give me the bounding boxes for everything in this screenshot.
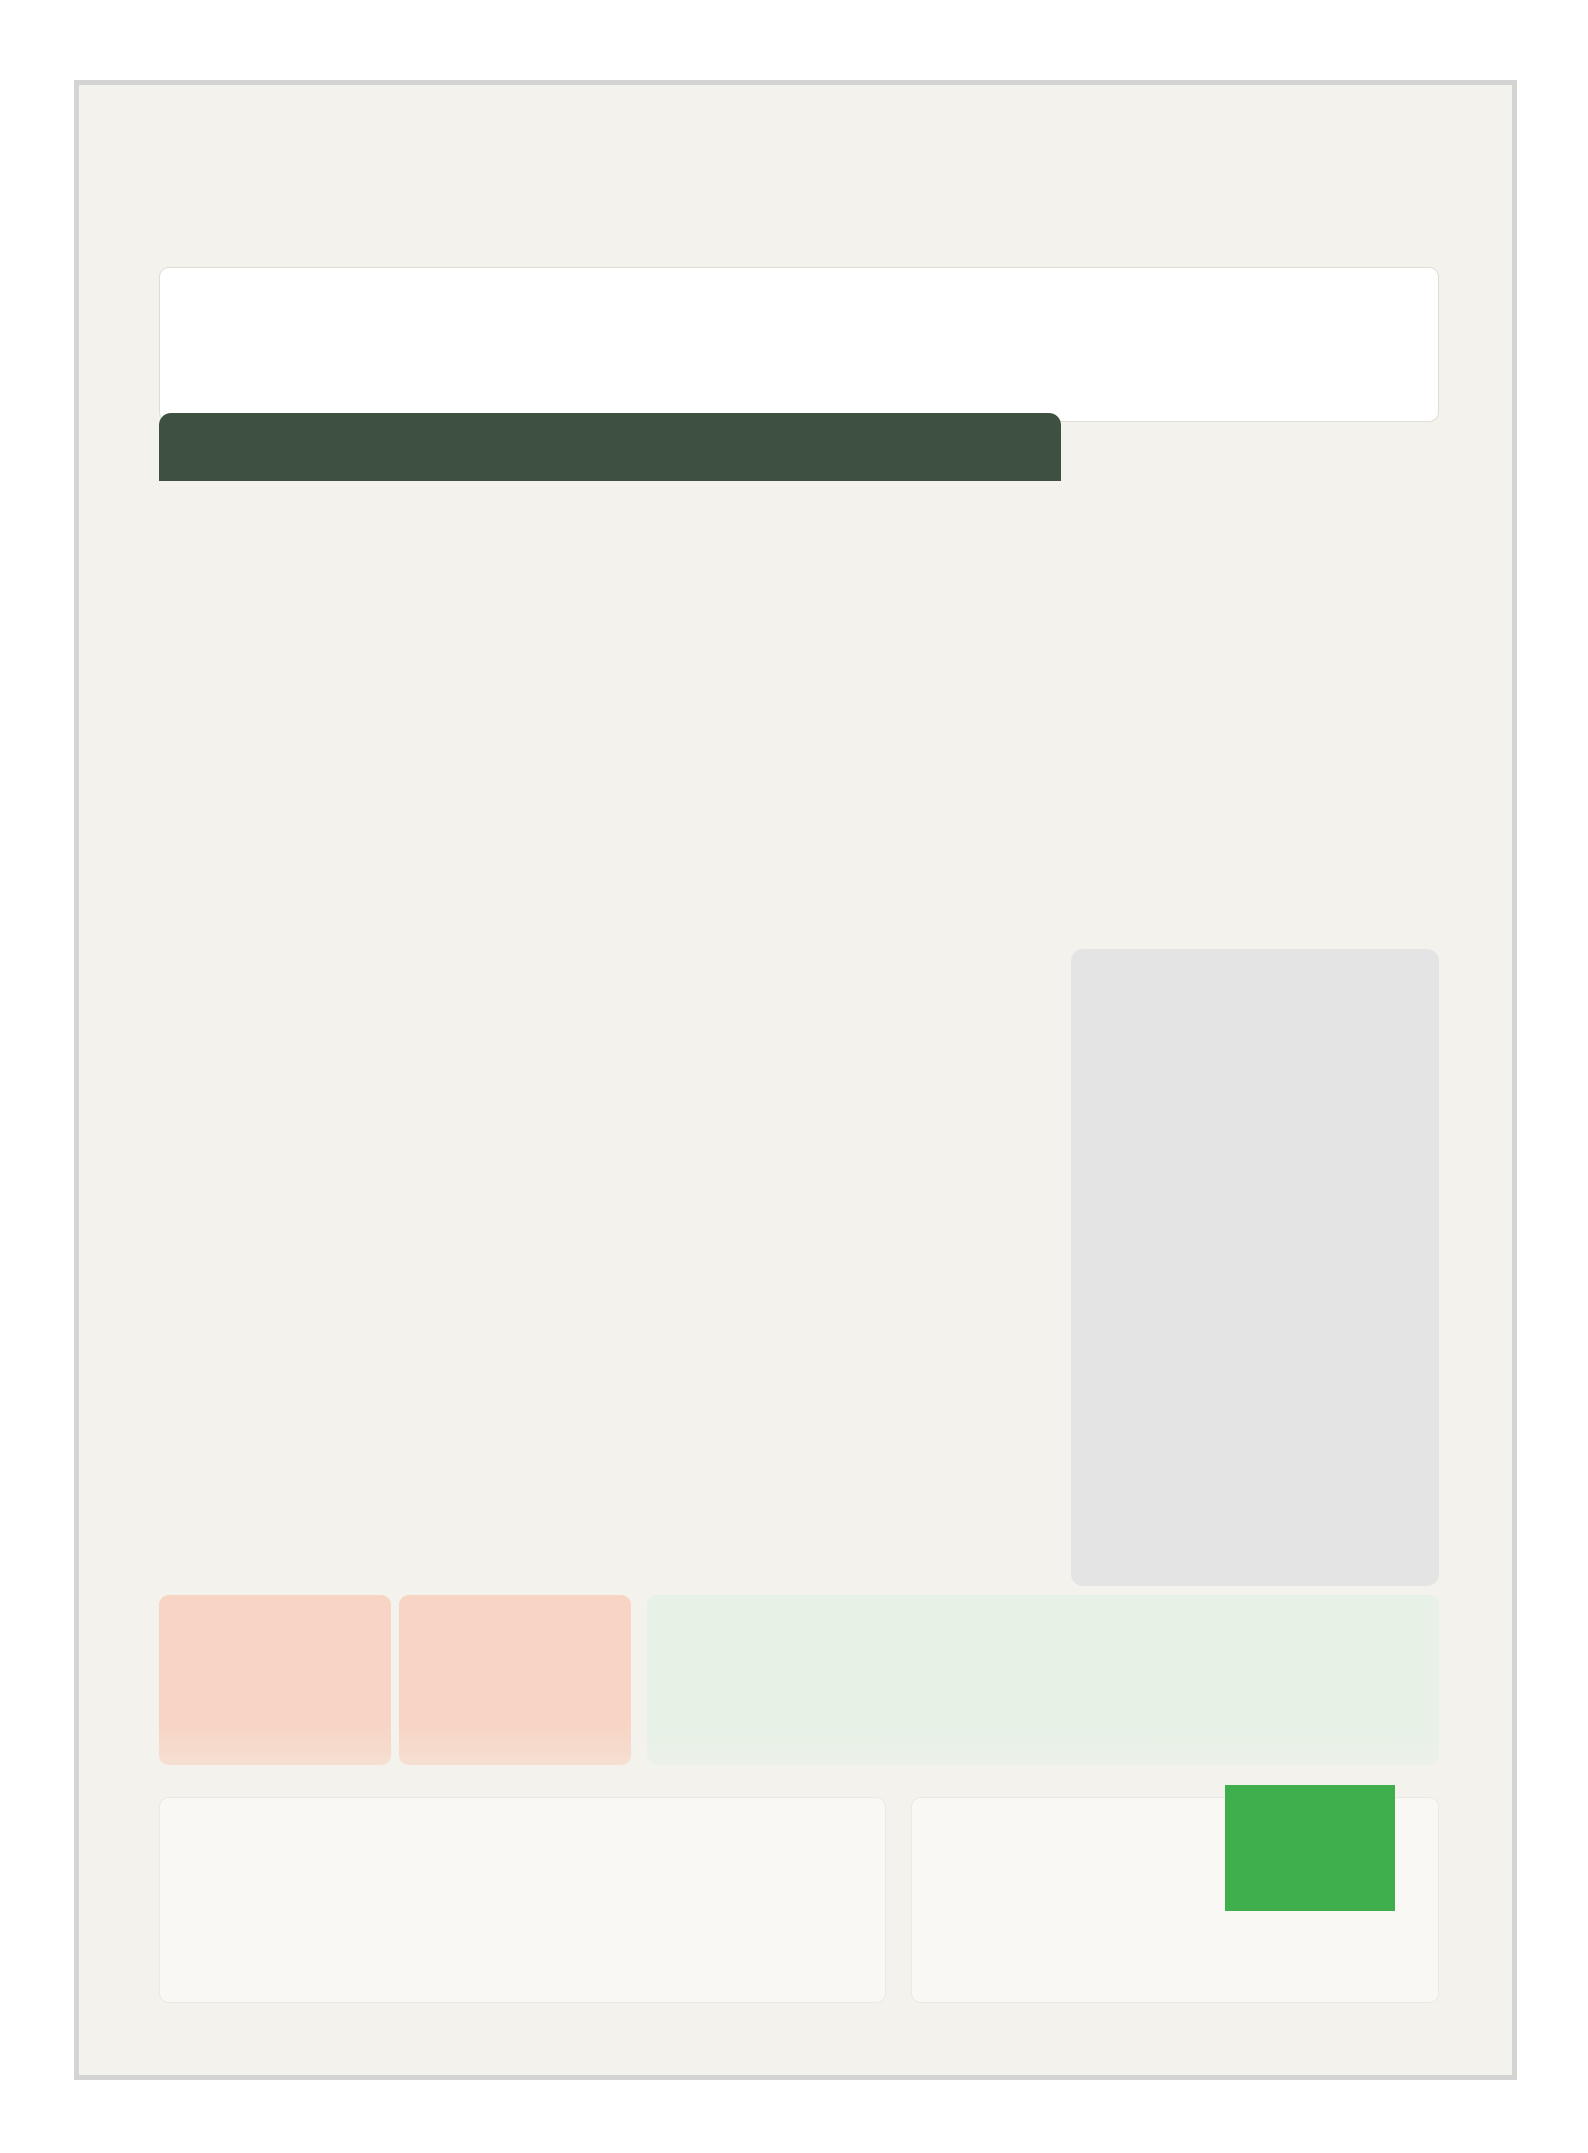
- header-hba1c: [425, 413, 637, 481]
- a4-badge: [1225, 1785, 1395, 1911]
- diabetes-info-box: [647, 1595, 1439, 1765]
- monitoring-box: [159, 1797, 886, 2003]
- hyperglycemia-box: [399, 1595, 631, 1765]
- hypoglycemia-box: [159, 1595, 391, 1765]
- blood-sugar-table: [159, 413, 1061, 1586]
- header-mmol: [849, 413, 1061, 481]
- reference-ranges: [1071, 949, 1439, 1586]
- header-status: [159, 413, 425, 481]
- header-mgdl: [637, 413, 849, 481]
- intro-text: [159, 267, 1439, 422]
- table-header: [159, 413, 1061, 481]
- poster: [74, 80, 1517, 2080]
